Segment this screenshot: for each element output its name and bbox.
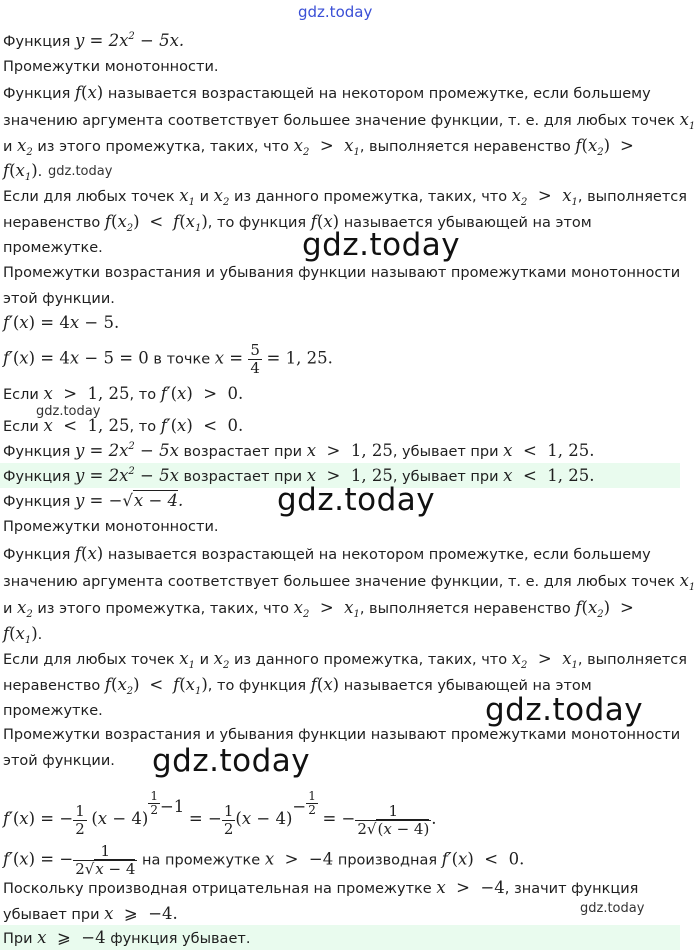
increasing-definition-2-line-4: $f(x_1)$.: [3, 624, 43, 646]
increasing-definition-line-2: значению аргумента соответствует большее значение функции, т. е. для любых точек $x_1$: [3, 110, 695, 132]
increasing-definition-line-1: Функция f(x) называется возрастающей на некотором промежутке, если большему: [3, 83, 651, 102]
increasing-definition-2-line-1: Функция f(x) называется возрастающей на некотором промежутке, если большему: [3, 544, 651, 563]
derivative-formula-2: f′(x) = − $\frac{1}{2}$ (x − 4) $\frac{1}{2}$ $^{-1}$ = − $\frac{1}{2}$ (x − 4)− $\frac{1}{2}$ = − $\frac{1}{2√(x - 4)}$ .: [3, 789, 437, 838]
function-title-2: Функция y = −√x − 4.: [3, 491, 184, 510]
sign-negative: Если x < 1, 25, то f′(x) < 0.: [3, 416, 244, 435]
watermark-inline-1: gdz.today: [48, 164, 113, 179]
sign-positive: Если x > 1, 25, то f′(x) > 0.: [3, 384, 244, 403]
derivative-zero: f′(x) = 4x − 5 = 0 в точке x = $\frac{5}{4}$ = 1, 25.: [3, 341, 333, 377]
decreasing-definition-2-line-2: неравенство $f(x_2) < f(x_1)$, то функция f(x) называется убывающей на этом: [3, 675, 592, 697]
decreasing-definition-line-3: промежутке.: [3, 240, 103, 256]
decreasing-definition-2-line-3: промежутке.: [3, 703, 103, 719]
increasing-definition-2-line-3: и $x_2$ из этого промежутка, таких, что $x_2 > x_1$, выполняется неравенство $f(x_2)$ >: [3, 598, 634, 620]
answer-line-1: Функция $y = 2x^2 - 5x$ возрастает при x > 1, 25, убывает при x < 1, 25.: [3, 441, 595, 460]
watermark-inline-3: gdz.today: [580, 901, 645, 916]
monotonicity-definition-2-line-2: этой функции.: [3, 753, 115, 769]
monotonicity-heading-2: Промежутки монотонности.: [3, 519, 219, 535]
fraction-five-fourths: $\frac{5}{4}$: [250, 341, 260, 377]
derivative-formula: f′(x) = 4x − 5.: [3, 313, 120, 332]
monotonicity-definition-line-1: Промежутки возрастания и убывания функции называют промежутками монотонности: [3, 265, 681, 281]
monotonicity-definition-line-2: этой функции.: [3, 291, 115, 307]
decreasing-definition-line-2: неравенство $f(x_2) < f(x_1)$, то функция f(x) называется убывающей на этом: [3, 212, 592, 234]
answer-line-1-highlighted: Функция $y = 2x^2 - 5x$ возрастает при x > 1, 25, убывает при x < 1, 25.: [3, 466, 595, 485]
increasing-definition-line-3: и $x_2$ из этого промежутка, таких, что $x_2 > x_1$, выполняется неравенство $f(x_2)$ >: [3, 136, 634, 158]
watermark-large-2: gdz.today: [277, 482, 436, 518]
increasing-definition-line-4: $f(x_1)$.: [3, 161, 43, 183]
function-title: Функция $y = 2x^2 - 5x$.: [3, 31, 185, 50]
watermark-inline-2: gdz.today: [36, 404, 101, 419]
decreasing-definition-2-line-1: Если для любых точек $x_1$ и $x_2$ из данного промежутка, таких, что $x_2 > x_1$, выполняется: [3, 649, 687, 671]
monotonicity-definition-2-line-1: Промежутки возрастания и убывания функции называют промежутками монотонности: [3, 727, 681, 743]
function-formula: $y = 2x^2 - 5x$.: [74, 31, 185, 50]
final-answer: При x ⩾ −4 функция убывает.: [3, 928, 251, 947]
derivative-interval: f′(x) = − $\frac{1}{2√x - 4}$ на промежутке x > −4 производная f′(x) < 0.: [3, 842, 525, 878]
decreasing-definition-line-1: Если для любых точек $x_1$ и $x_2$ из данного промежутка, таких, что $x_2 > x_1$, выполняется: [3, 186, 687, 208]
watermark-large-4: gdz.today: [152, 743, 311, 779]
conclusion-line-2: убывает при x ⩾ −4.: [3, 904, 178, 923]
increasing-definition-2-line-2: значению аргумента соответствует большее значение функции, т. е. для любых точек $x_1$: [3, 571, 695, 593]
monotonicity-heading: Промежутки монотонности.: [3, 59, 219, 75]
watermark-large-3: gdz.today: [485, 692, 644, 728]
watermark-large-1: gdz.today: [302, 227, 461, 263]
watermark-top: gdz.today: [298, 3, 373, 21]
conclusion-line-1: Поскольку производная отрицательная на промежутке x > −4, значит функция: [3, 878, 639, 897]
